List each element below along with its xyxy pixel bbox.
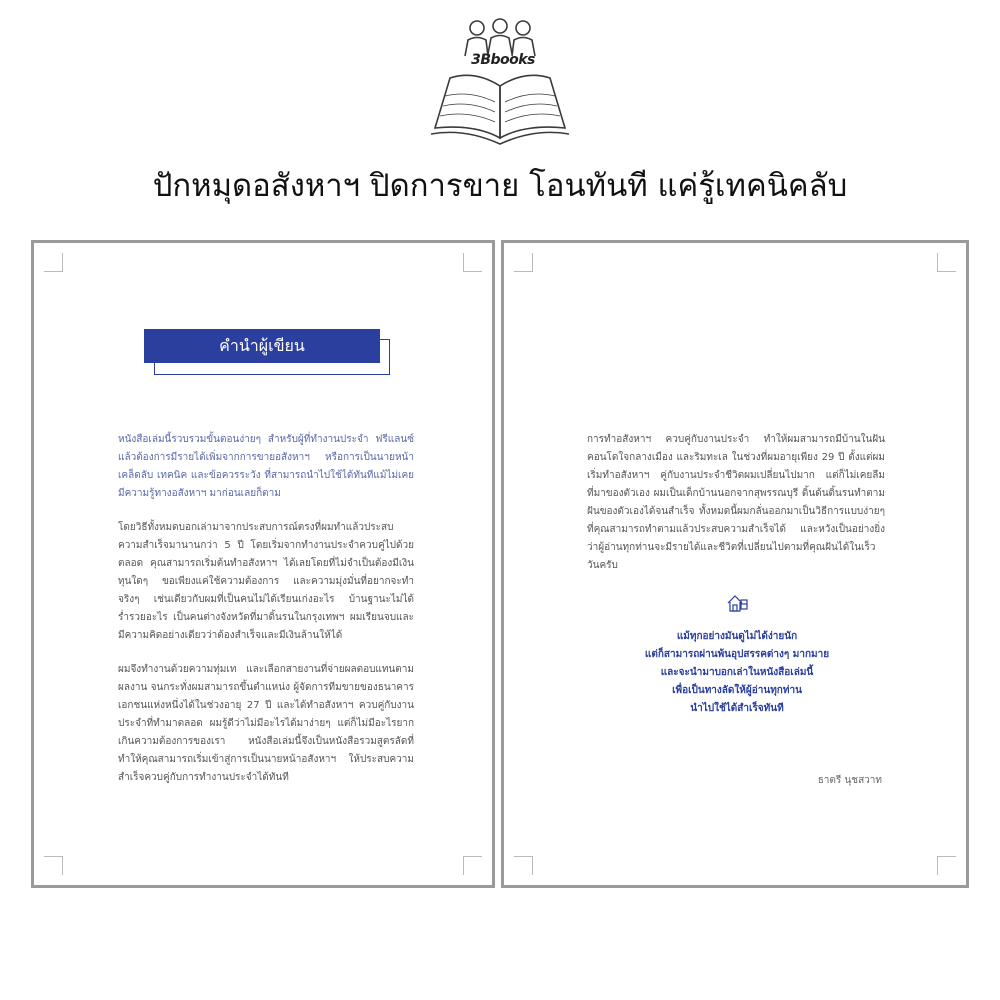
quote-line: เพื่อเป็นทางลัดให้ผู้อ่านทุกท่าน bbox=[672, 685, 802, 696]
brand-name: 3Bbooks bbox=[471, 52, 535, 68]
crop-mark bbox=[44, 253, 63, 272]
crop-mark bbox=[937, 253, 956, 272]
intro-paragraph: หนังสือเล่มนี้รวบรวมขั้นตอนง่ายๆ สำหรับผู้ที่ทำงานประจำ ฟรีแลนซ์ แล้วต้องการมีรายได้เพิ่มจากการขายอสังหาฯ หรือการเป็นนายหน้า เคล็ดลับ เทคนิค และข้อควรระวัง ที่สามารถนำไปใช้ได้ทันทีแม้ไม่เคยมีความรู้ทางอสังหาฯ มาก่อนเลยก็ตาม bbox=[118, 434, 414, 499]
body-paragraph: การทำอสังหาฯ ควบคู่กับงานประจำ ทำให้ผมสามารถมีบ้านในฝัน คอนโดใจกลางเมือง และริมทะเล ในช่วงที่ผมอายุเพียง 29 ปี ตั้งแต่ผมเริ่มทำอสังหาฯ คู่กับงานประจำชีวิตผมเปลี่ยนไปมาก แต่ก็ไม่เคยลืมที่มาของตัวเอง ผมเป็นเด็กบ้านนอกจากสุพรรณบุรี ดิ้นด้นดิ้นรนทำตามฝันของตัวเองได้จนสำเร็จ ทั้งหมดนี้ผมกลั่นออกมาเป็นวิธีการแบบง่ายๆ ที่คุณสามารถทำตามแล้วประสบความสำเร็จได้ และหวังเป็นอย่างยิ่งว่าผู้อ่านทุกท่านจะมีรายได้และชีวิตที่เปลี่ยนไปตามที่คุณฝันได้ในเร็ววันครับ bbox=[587, 434, 885, 571]
crop-mark bbox=[463, 856, 482, 875]
quote-line: และจะนำมาบอกเล่าในหนังสือเล่มนี้ bbox=[660, 667, 814, 678]
body-paragraph: โดยวิธีทั้งหมดบอกเล่ามาจากประสบการณ์ตรงที่ผมทำแล้วประสบความสำเร็จมานานกว่า 5 ปี โดยเริ่มจากทำงานประจำควบคู่ไปด้วยตลอด คุณสามารถเริ่มต้นทำอสังหาฯ ได้เลยโดยที่ไม่จำเป็นต้องมีเงินทุนใดๆ ขอเพียงแค่ใช้ความต้องการ และความมุ่งมั่นที่อยากจะทำจริงๆ เช่นเดียวกับผมที่เป็นคนไม่ได้เรียนเก่งอะไร บ้านฐานะไม่ได้ร่ำรวยอะไร เป็นคนต่างจังหวัดที่มาดิ้นรนในกรุงเทพฯ ผมเรียนจบและมีความคิดอย่างเดียวว่าต้องสำเร็จและมีเงินล้านให้ได้ bbox=[118, 522, 414, 641]
crop-mark bbox=[44, 856, 63, 875]
quote-line: นำไปใช้ได้สำเร็จทันที bbox=[690, 703, 784, 714]
right-page bbox=[501, 240, 969, 888]
page-title: คำนำผู้เขียน bbox=[144, 329, 380, 363]
crop-mark bbox=[463, 253, 482, 272]
crop-mark bbox=[514, 856, 533, 875]
page-title-block bbox=[144, 329, 390, 375]
quote-line: แม้ทุกอย่างมันดูไม่ได้ง่ายนัก bbox=[676, 631, 798, 642]
crop-mark bbox=[937, 856, 956, 875]
author-signature: ธาตรี นุชสวาท bbox=[817, 775, 882, 786]
open-book-logo-icon bbox=[425, 8, 575, 158]
body-paragraph: ผมจึงทำงานด้วยความทุ่มเท และเลือกสายงานที่จ่ายผลตอบแทนตามผลงาน จนกระทั่งผมสามารถขึ้นตำแหน่ง ผู้จัดการทีมขายของธนาคารเอกชนแห่งหนึ่งได้ในช่วงอายุ 27 ปี และได้ทำอสังหาฯ ควบคู่กับงานประจำที่ทำมาตลอด ผมรู้ดีว่าไม่มีอะไรได้มาง่ายๆ แต่ก็ไม่มีอะไรยากเกินความต้องการของเรา หนังสือเล่มนี้จึงเป็นหนังสือรวมสูตรลัดที่ทำให้คุณสามารถเริ่มเข้าสู่การเป็นนายหน้าอสังหาฯ ให้ประสบความสำเร็จควบคู่กับการทำงานประจำได้ทันที bbox=[118, 664, 414, 783]
left-page bbox=[31, 240, 495, 888]
quote-line: แต่ก็สามารถผ่านพ้นอุปสรรคต่างๆ มากมาย bbox=[644, 649, 830, 660]
crop-mark bbox=[514, 253, 533, 272]
house-icon bbox=[726, 593, 748, 613]
headline: ปักหมุดอสังหาฯ ปิดการขาย โอนทันที แค่รู้เทคนิคลับ bbox=[152, 168, 848, 204]
